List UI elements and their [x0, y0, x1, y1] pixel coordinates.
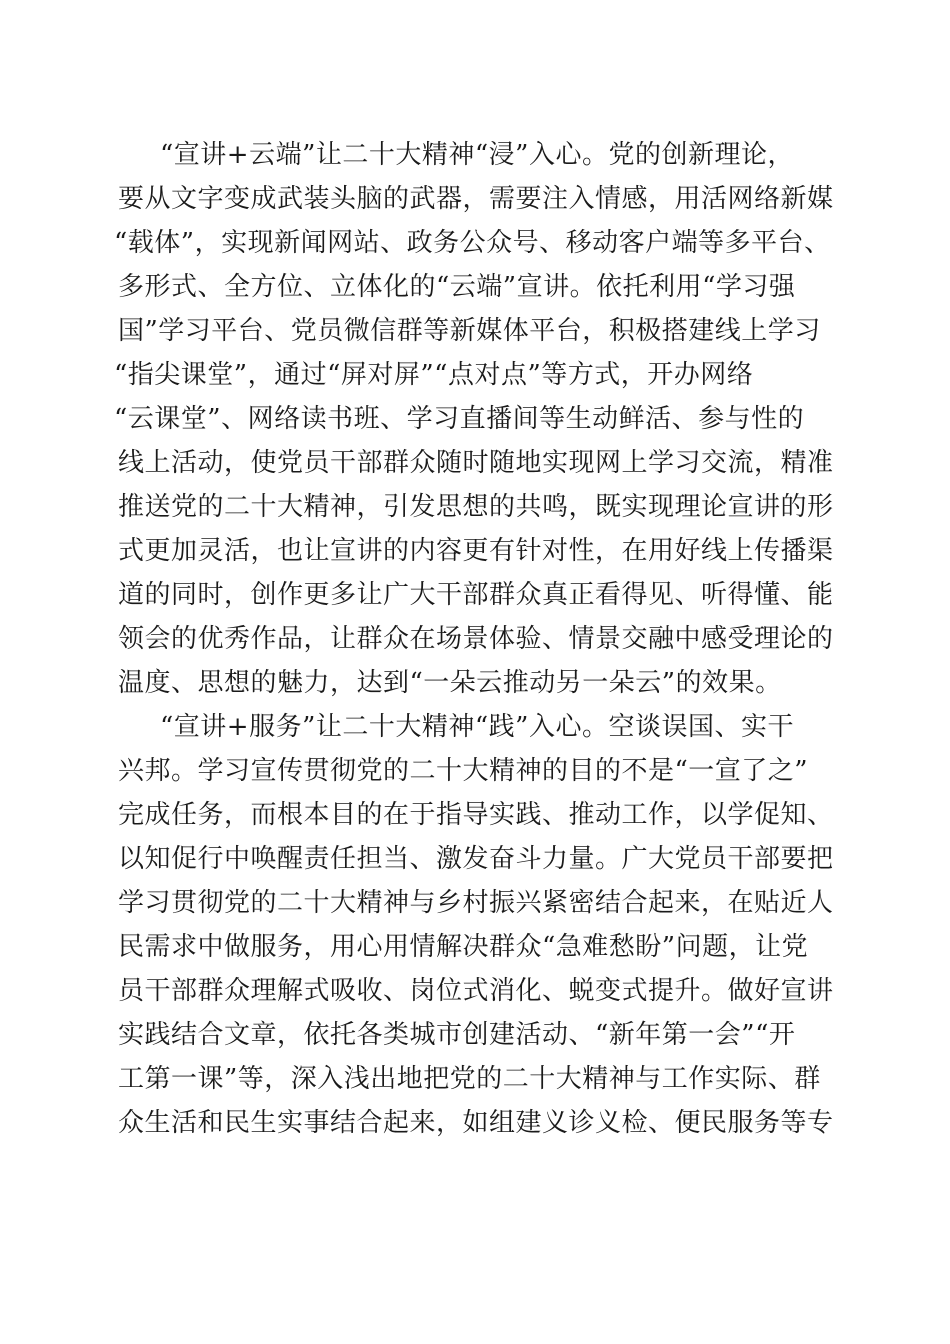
line-text: 员干部群众理解式吸收、岗位式消化、蜕变式提升。做好宣讲	[118, 976, 834, 1006]
line-text: 完成任务，而根本目的在于指导实践、推动工作，以学促知、	[118, 800, 834, 830]
line-text: 线上活动，使党员干部群众随时随地实现网上学习交流，精准	[118, 448, 834, 478]
line-text: 以知促行中唤醒责任担当、激发奋斗力量。广大党员干部要把	[118, 844, 834, 874]
paragraph-2-line-9	[0, 1057, 950, 1101]
paragraph-1-line-13	[0, 661, 950, 705]
line-text: “宣讲+服务”让二十大精神“践”入心。空谈误国、实干	[160, 712, 794, 742]
paragraph-2-line-5	[0, 881, 950, 925]
paragraph-1-line-12	[0, 617, 950, 661]
paragraph-2-line-6	[0, 925, 950, 969]
paragraph-2-line-3	[0, 793, 950, 837]
paragraph-1-line-9	[0, 485, 950, 529]
paragraph-2-line-8	[0, 1013, 950, 1057]
line-text: “宣讲+云端”让二十大精神“浸”入心。党的创新理论，	[160, 140, 794, 170]
line-text: 实践结合文章，依托各类城市创建活动、“新年第一会”“开	[118, 1020, 796, 1050]
paragraph-1-line-8	[0, 441, 950, 485]
paragraph-1-line-3	[0, 221, 950, 265]
line-text: 众生活和民生实事结合起来，如组建义诊义检、便民服务等专	[118, 1108, 834, 1138]
line-text: “载体”，实现新闻网站、政务公众号、移动客户端等多平台、	[114, 228, 831, 258]
paragraph-1-line-10	[0, 529, 950, 573]
line-text: 要从文字变成武装头脑的武器，需要注入情感，用活网络新媒	[118, 184, 834, 214]
line-text: 式更加灵活，也让宣讲的内容更有针对性，在用好线上传播渠	[118, 536, 834, 566]
line-text: 推送党的二十大精神，引发思想的共鸣，既实现理论宣讲的形	[118, 492, 834, 522]
paragraph-1-line-11	[0, 573, 950, 617]
line-text: 领会的优秀作品，让群众在场景体验、情景交融中感受理论的	[118, 624, 834, 654]
line-text: 国”学习平台、党员微信群等新媒体平台，积极搭建线上学习	[118, 316, 821, 346]
paragraph-2-line-4	[0, 837, 950, 881]
paragraph-1-line-1	[0, 133, 950, 177]
paragraph-2-line-2	[0, 749, 950, 793]
paragraph-1-line-5	[0, 309, 950, 353]
line-text: 兴邦。学习宣传贯彻党的二十大精神的目的不是“一宣了之”	[118, 756, 809, 786]
paragraph-1-line-2	[0, 177, 950, 221]
paragraph-2-line-7	[0, 969, 950, 1013]
line-text: “指尖课堂”，通过“屏对屏”“点对点”等方式，开办网络	[114, 360, 754, 390]
line-text: 道的同时，创作更多让广大干部群众真正看得见、听得懂、能	[118, 580, 834, 610]
paragraph-1-line-6	[0, 353, 950, 397]
paragraph-1-line-7	[0, 397, 950, 441]
line-text: 工第一课”等，深入浅出地把党的二十大精神与工作实际、群	[118, 1064, 821, 1094]
paragraph-2-line-10	[0, 1101, 950, 1145]
line-text: 学习贯彻党的二十大精神与乡村振兴紧密结合起来，在贴近人	[118, 888, 834, 918]
paragraph-1-line-4	[0, 265, 950, 309]
line-text: 温度、思想的魅力，达到“一朵云推动另一朵云”的效果。	[118, 668, 782, 698]
line-text: 多形式、全方位、立体化的“云端”宣讲。依托利用“学习强	[118, 272, 796, 302]
paragraph-2-line-1	[0, 705, 950, 749]
line-text: 民需求中做服务，用心用情解决群众“急难愁盼”问题，让党	[118, 932, 809, 962]
line-text: “云课堂”、网络读书班、学习直播间等生动鲜活、参与性的	[114, 404, 805, 434]
